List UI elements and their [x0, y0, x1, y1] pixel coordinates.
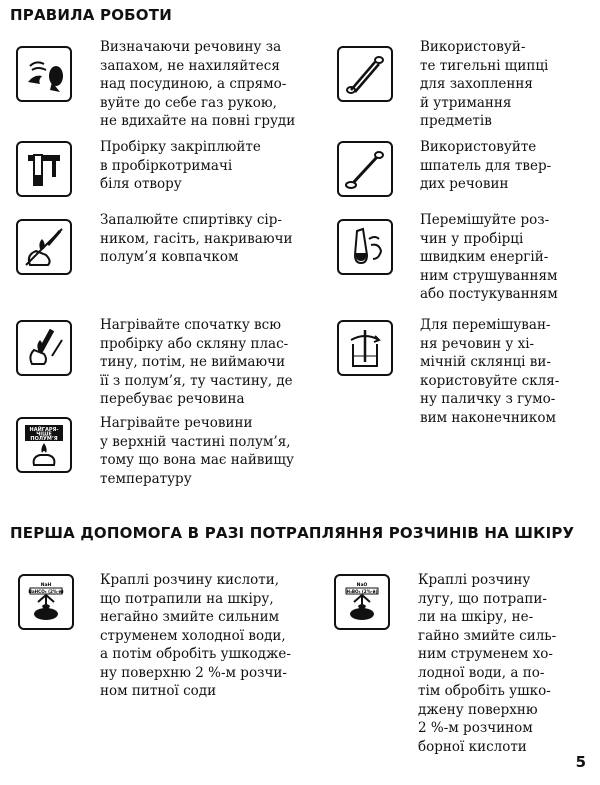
spatula-icon — [337, 141, 393, 197]
shake-tube-icon — [337, 219, 393, 275]
rule-text-spatula: Використовуйте шпатель для твер- дих речовин — [420, 139, 552, 192]
rule-text-hottest-flame: Нагрівайте речовини у верхній частині полум’я, тому що вона має найвищу температуру — [100, 415, 294, 487]
rule-text-test-tube-holder: Пробірку закріплюйте в пробіркотримачі біля отвору — [100, 139, 261, 192]
heating-tube-icon — [16, 320, 72, 376]
rule-text-stirring-rod: Для перемішуван- ня речовин у хі- мічній склянці ви- користовуйте скля- ну паличку з гумо- вим наконечником — [420, 317, 560, 426]
crucible-tongs-icon — [337, 46, 393, 102]
rule-text-smell: Визначаючи речовину за запахом, не нахиляйтеся над посудиною, а спрямо- вуйте до себе газ рукою, не вдихайте на повні груди — [100, 39, 296, 129]
page-number: 5 — [575, 753, 586, 771]
svg-text:ПОЛУМ’Я: ПОЛУМ’Я — [30, 436, 58, 442]
rule-text-heating: Нагрівайте спочатку всю пробірку або скляну плас- тину, потім, не виймаючи її з полум’я, ту частину, де перебуває речовина — [100, 317, 293, 407]
svg-text:NaO: NaO — [356, 583, 368, 588]
spirit-lamp-match-icon — [16, 219, 72, 275]
rule-text-spirit-lamp: Запалюйте спиртівку сір- ником, гасіть, накриваючи полум’я ковпачком — [100, 212, 293, 265]
first-aid-text-alkali: Краплі розчину лугу, що потрапи- ли на шкіру, не- гайно змийте силь- ним струменем хо- лодної води, а по- тім обробіть ушко- джену поверхню 2 %-м розчином борної кислоти — [418, 572, 557, 755]
stirring-rod-beaker-icon — [337, 320, 393, 376]
svg-text:ЧІШЕ: ЧІШЕ — [36, 431, 52, 438]
rule-text-shake-tube: Перемішуйте роз- чин у пробірці швидким енергій- ним струшуванням або постукуванням — [420, 212, 558, 302]
svg-text:NaHCO₃ (2%-й): NaHCO₃ (2%-й) — [28, 588, 64, 594]
smell-test-icon — [16, 46, 72, 102]
section-title-first-aid: ПЕРША ДОПОМОГА В РАЗІ ПОТРАПЛЯННЯ РОЗЧИНІВ НА ШКІРУ — [10, 524, 575, 542]
svg-text:НАЙГАРЯ-: НАЙГАРЯ- — [29, 427, 59, 433]
svg-text:H₃BO₃ (2%-й): H₃BO₃ (2%-й) — [346, 588, 378, 594]
section-title-work-rules: ПРАВИЛА РОБОТИ — [10, 6, 172, 24]
test-tube-holder-icon — [16, 141, 72, 197]
rule-text-crucible-tongs: Використовуй- те тигельні щипці для захоплення й утримання предметів — [420, 39, 549, 129]
svg-text:NaH: NaH — [40, 583, 52, 588]
hottest-flame-icon — [16, 417, 72, 473]
first-aid-text-acid: Краплі розчину кислоти, що потрапили на шкіру, негайно змийте сильним струменем холодної води, а потім обробіть ушкодже- ну поверхню 2 %-м розчи- ном питної соди — [100, 572, 291, 699]
alkali-wash-icon — [334, 574, 390, 630]
acid-wash-icon — [18, 574, 74, 630]
